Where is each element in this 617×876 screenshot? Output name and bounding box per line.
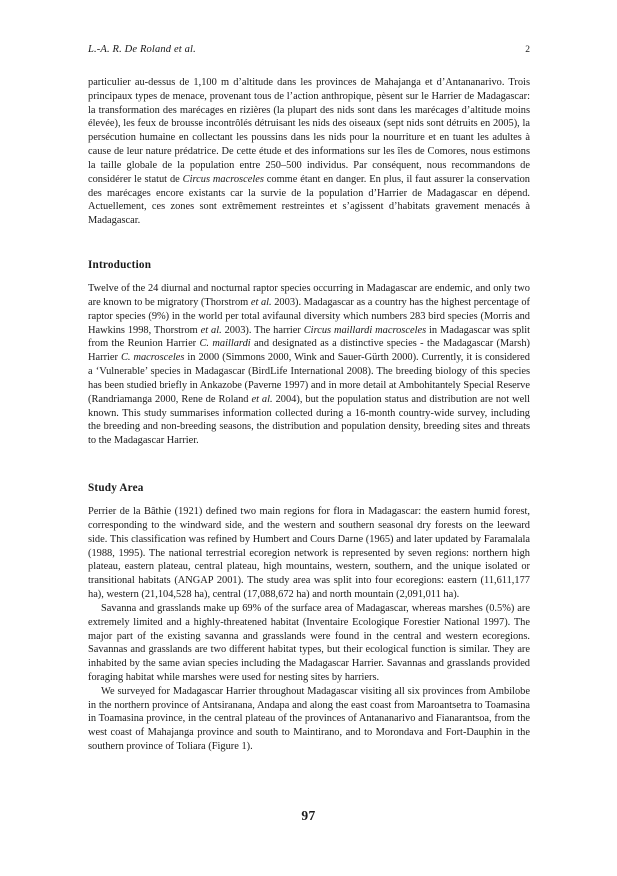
study-area-paragraph-1: Perrier de la Bâthie (1921) defined two main regions for flora in Madagascar: the eastern humid forest, corresponding to the windward side, and the western and southern seasonal dry forests on the leeward side. This classification was refined by Humbert and Cours Darne (1965) and later updated by Faramalala (1988, 1995). The national terrestrial ecoregion network is represented by seven regions: northern high plateau, eastern plateau, central plateau, high mountains, western, southern, and the unique isolated or transitional habitats (ANGAP 2001). The study area was split into four ecoregions: eastern (11,611,177 ha), western (21,104,528 ha), central (17,088,672 ha) and north mountain (2,091,011 ha).	[88, 506, 530, 601]
spacer-heading-body	[88, 271, 530, 282]
intro-species-3: C. macrosceles	[120, 352, 185, 364]
spacer-abstract-introduction	[88, 228, 530, 259]
intro-etal-1: et al.	[250, 296, 272, 308]
abstract-species-name: Circus macrosceles	[182, 173, 264, 185]
running-head-authors: L.-A. R. De Roland et al.	[88, 44, 196, 55]
introduction-heading: Introduction	[88, 259, 152, 272]
page-content	[88, 44, 530, 754]
intro-text-b: 2003). Madagascar as a country has the highest percentage of raptor species (9%) in the world per total avifaunal diversity which numbers 283 bird species (Morris and Hawkins 1998, Thorstrom	[88, 296, 530, 336]
abstract-text-part1: particulier au-dessus de 1,100 m d’altitude dans les provinces de Mahajanga et d’Antananarivo. Trois principaux types de menace, provenant tous de l’action anthropique, pèsent sur le Harrier de Madagascar: la transformation des marécages en rizières (la plupart des nids sont dans les marécages d’altitude moins élevée), les feux de brousse incontrôlés détruisant les nids des oiseaux (sept nids sont détruits en 2005), la persécution humaine en collectant les poussins dans les nids pour la nourriture et en tuant les adultes à cause de leur nature prédatrice. De cette étude et des informations sur les îles de Comores, nous estimons la taille globale de la population entre 250–500 individus. Par conséquent, nous recommandons de considérer le statut de	[88, 77, 530, 185]
spacer-study-heading-body	[88, 494, 530, 505]
spacer-introduction-study-area	[88, 448, 530, 482]
intro-text-a: Twelve of the 24 diurnal and nocturnal raptor species occurring in Madagascar are endemic, and only two are known to be migratory (Thorstrom	[88, 283, 530, 308]
study-area-heading: Study Area	[88, 482, 144, 495]
abstract-paragraph	[88, 76, 530, 228]
study-area-paragraph-3: We surveyed for Madagascar Harrier throughout Madagascar visiting all six provinces from Ambilobe in the northern province of Antsiranana, Andapa and along the east coast from Maroantsetra to Toamasina in Toamasina province, in the central plateau of the provinces of Antananarivo and Fianarantsoa, from the west coast of Mahajanga province and south to Maintirano, and to Morondava and Fort-Dauphin in the southern province of Toliara (Figure 1).	[88, 685, 530, 753]
running-head	[88, 44, 530, 55]
study-area-paragraph-2: Savanna and grasslands make up 69% of the surface area of Madagascar, whereas marshes (0.5%) are extremely limited and a highly-threatened habitat (Inventaire Ecologique Forestier National 1997). The major part of the existing savanna and grasslands were found in the central and western ecoregions. Savannas and grasslands are two different habitat types, but their ecological function is similar. They are inhabited by the same avian species including the Madagascar Harrier. Savannas and grasslands provided foraging habitat while marshes were used for nesting sites by harriers.	[88, 602, 530, 683]
intro-etal-2: et al.	[200, 324, 222, 336]
introduction-paragraph	[88, 282, 530, 448]
abstract-text-part2: comme étant en danger. En plus, il faut assurer la conservation des marécages encore existants car la survie de la population d’Harrier de Madagascar en dépend. Actuellement, ces zones sont extrêmement restreintes et s’agissent d’habitats gravement menacés à Madagascar.	[88, 173, 530, 227]
page-folio: 97	[301, 808, 316, 823]
intro-text-f: in 2000 (Simmons 2000, Wink and Sauer-Gürth 2000). Currently, it is considered a ‘Vulnerable’ species in Madagascar (BirdLife International 2008). The breeding biology of this species has been studied briefly in Ankazobe (Paverne 1997) and in more detail at Ambohitantely Special Reserve (Randriamanga 2000, Rene de Roland	[88, 352, 530, 405]
intro-etal-3: et al.	[251, 393, 273, 405]
intro-species-2: C. maillardi	[199, 338, 251, 350]
intro-species-1: Circus maillardi macrosceles	[303, 324, 427, 336]
running-head-page-number: 2	[525, 45, 530, 55]
intro-text-d: in Madagascar was split from the Reunion Harrier	[88, 324, 530, 350]
intro-text-c: 2003). The harrier	[221, 324, 304, 336]
intro-text-g: 2004), but the population status and distribution are not well known. This study summarises information collected during a 16-month country-wide survey, including the breeding and non-breeding seasons, the distribution and population density, breeding sites and threats to the Madagascar Harrier.	[88, 393, 530, 447]
intro-text-e: and designated as a distinctive species - the Madagascar (Marsh) Harrier	[88, 338, 530, 364]
